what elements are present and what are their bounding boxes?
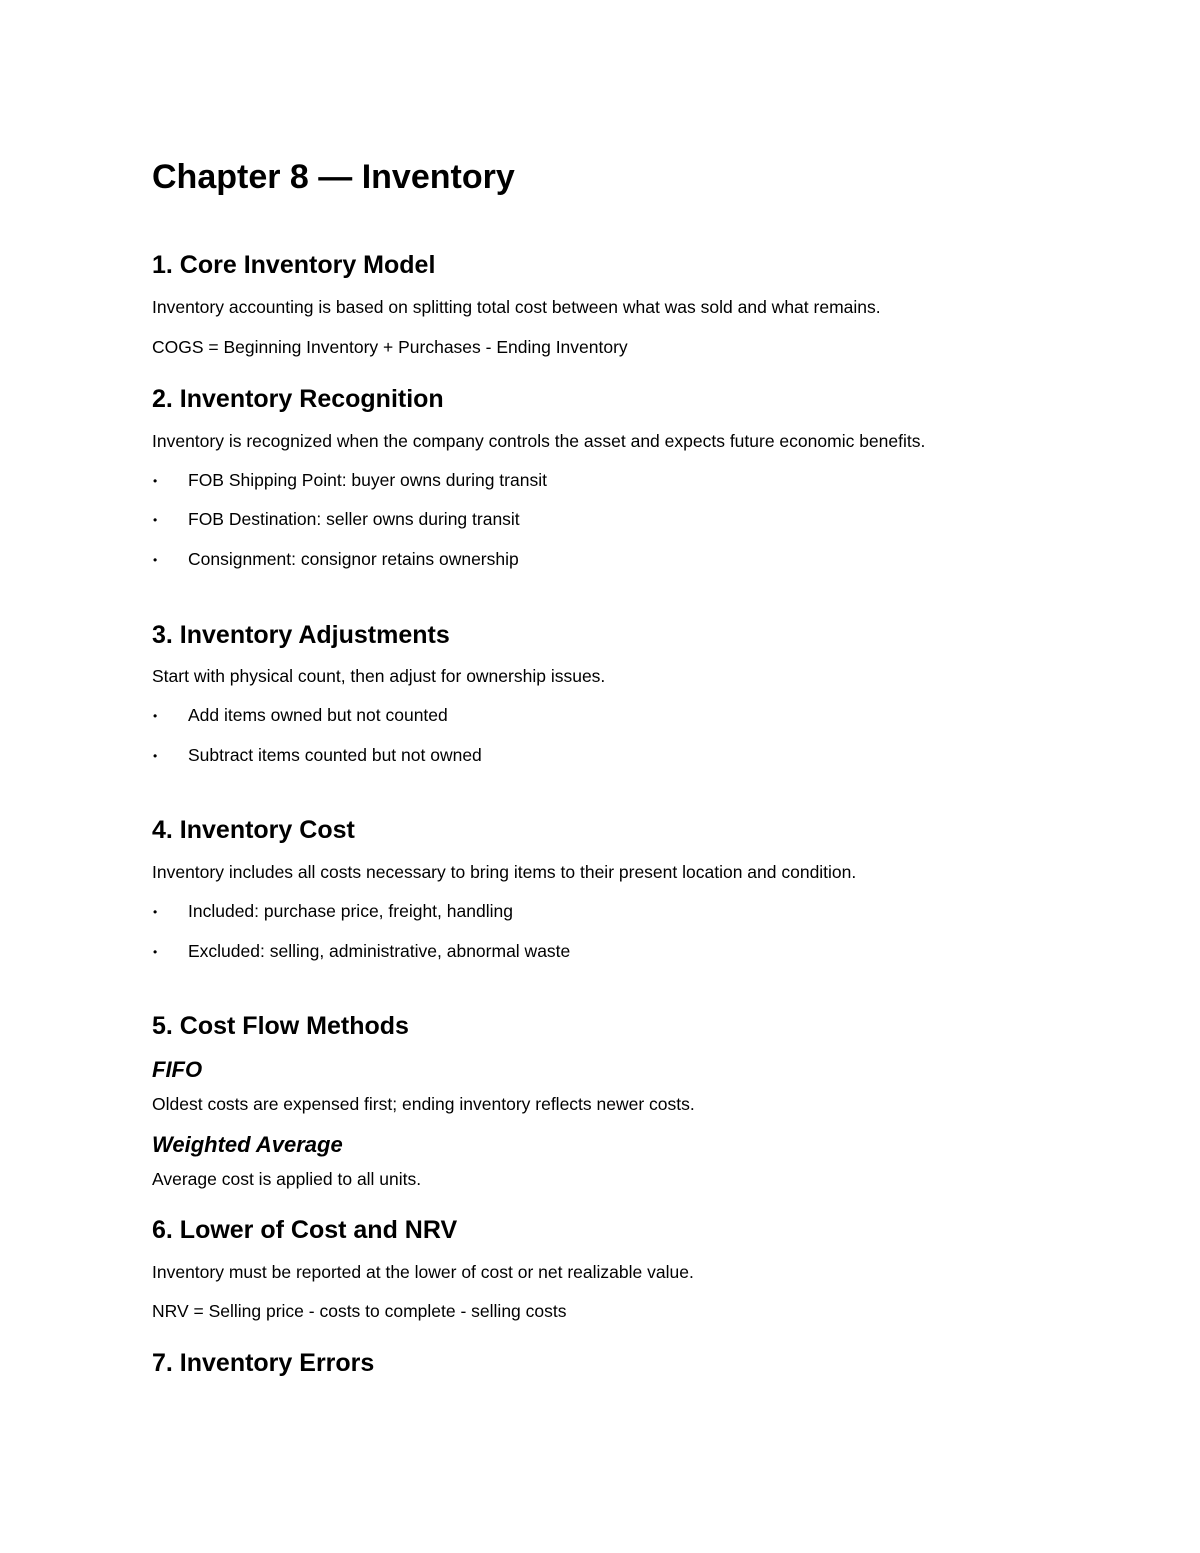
section-5-heading: 5. Cost Flow Methods bbox=[152, 1012, 409, 1040]
list-item-text: FOB Destination: seller owns during transit bbox=[188, 509, 520, 529]
list-item-text: Excluded: selling, administrative, abnormal waste bbox=[188, 941, 571, 961]
section-6-paragraph: Inventory must be reported at the lower of cost or net realizable value. bbox=[152, 1262, 694, 1282]
list-item-text: Included: purchase price, freight, handling bbox=[188, 901, 513, 921]
list-item bbox=[152, 743, 482, 768]
bullet-icon: • bbox=[153, 709, 158, 723]
fifo-text: Oldest costs are expensed first; ending inventory reflects newer costs. bbox=[152, 1094, 695, 1114]
list-item bbox=[152, 899, 513, 924]
weighted-average-text: Average cost is applied to all units. bbox=[152, 1169, 422, 1189]
section-1-paragraph: Inventory accounting is based on splitting total cost between what was sold and what remains. bbox=[152, 297, 881, 317]
list-item-text: Consignment: consignor retains ownership bbox=[188, 549, 519, 569]
page-title: Chapter 8 — Inventory bbox=[152, 158, 515, 196]
section-6-formula: NRV = Selling price - costs to complete - selling costs bbox=[152, 1301, 567, 1321]
section-7-heading: 7. Inventory Errors bbox=[152, 1349, 375, 1377]
section-4-heading: 4. Inventory Cost bbox=[152, 816, 355, 844]
list-item-text: FOB Shipping Point: buyer owns during transit bbox=[188, 470, 547, 490]
list-item bbox=[152, 939, 570, 964]
section-3-paragraph: Start with physical count, then adjust for ownership issues. bbox=[152, 666, 606, 686]
list-item bbox=[152, 547, 519, 572]
fifo-heading: FIFO bbox=[152, 1057, 203, 1082]
bullet-icon: • bbox=[153, 749, 158, 763]
list-item bbox=[152, 468, 547, 493]
section-6-heading: 6. Lower of Cost and NRV bbox=[152, 1216, 458, 1244]
list-item bbox=[152, 507, 520, 532]
section-1-formula: COGS = Beginning Inventory + Purchases - Ending Inventory bbox=[152, 337, 628, 357]
list-item-text: Subtract items counted but not owned bbox=[188, 745, 482, 765]
bullet-icon: • bbox=[153, 905, 158, 919]
section-1-heading: 1. Core Inventory Model bbox=[152, 251, 436, 279]
bullet-icon: • bbox=[153, 513, 158, 527]
section-4-paragraph: Inventory includes all costs necessary to bring items to their present location and condition. bbox=[152, 862, 857, 882]
bullet-icon: • bbox=[153, 945, 158, 959]
section-3-heading: 3. Inventory Adjustments bbox=[152, 621, 450, 649]
list-item bbox=[152, 703, 448, 728]
bullet-icon: • bbox=[153, 553, 158, 567]
weighted-average-heading: Weighted Average bbox=[152, 1132, 343, 1157]
list-item-text: Add items owned but not counted bbox=[188, 705, 448, 725]
bullet-icon: • bbox=[153, 474, 158, 488]
section-2-paragraph: Inventory is recognized when the company controls the asset and expects future economic benefits. bbox=[152, 431, 926, 451]
section-2-heading: 2. Inventory Recognition bbox=[152, 385, 444, 413]
